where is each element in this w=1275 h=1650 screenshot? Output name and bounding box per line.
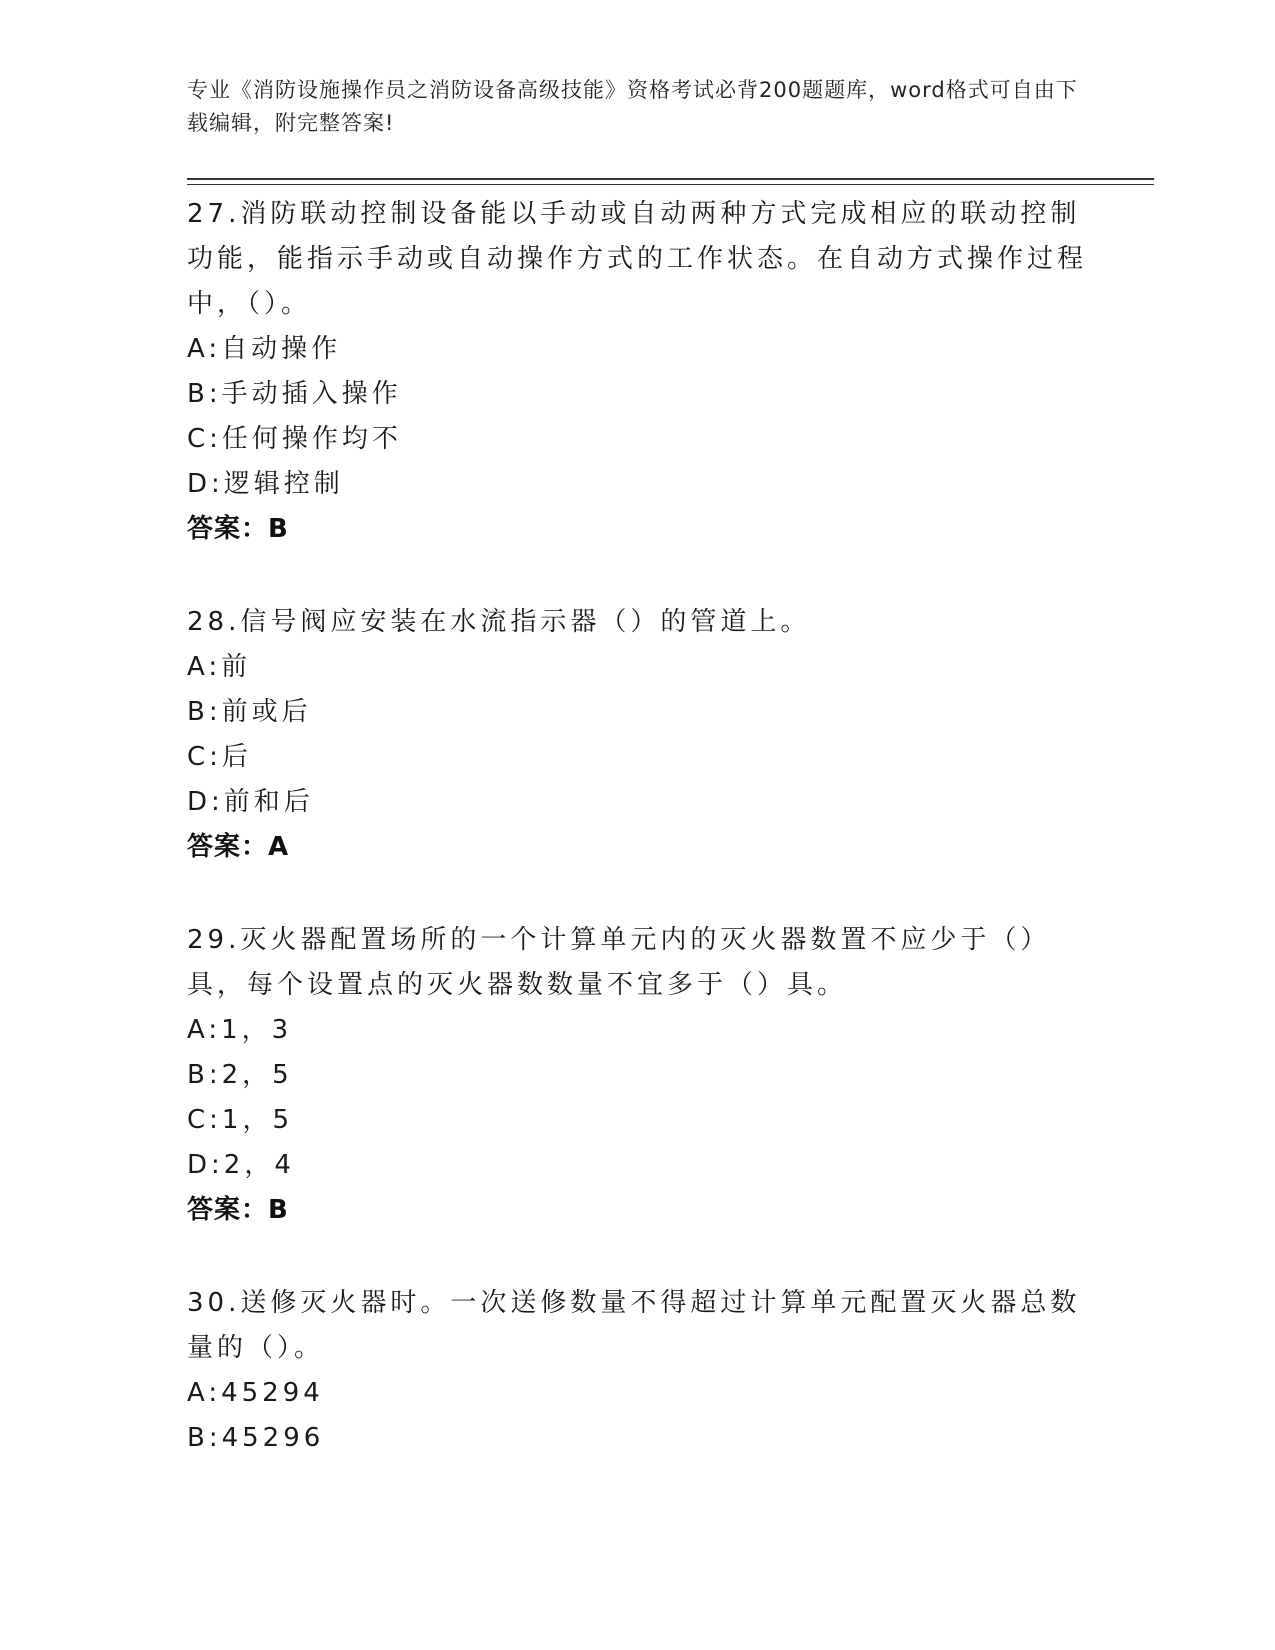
option-d: D:2，4 — [187, 1150, 295, 1180]
question-28 — [187, 600, 1087, 870]
answer-line: 答案：B — [187, 1195, 289, 1225]
option-b: B:45296 — [187, 1423, 325, 1453]
option-b: B:前或后 — [187, 697, 312, 727]
answer-line: 答案：B — [187, 514, 289, 544]
option-c: C:后 — [187, 742, 252, 772]
option-a: A:前 — [187, 652, 252, 682]
question-list — [187, 192, 1087, 1509]
option-list — [187, 1008, 1087, 1188]
document-header: 专业《消防设施操作员之消防设备高级技能》资格考试必背200题题库，word格式可自由下载编辑，附完整答案! — [187, 78, 1078, 135]
option-list — [187, 1371, 1087, 1461]
option-c: C:1，5 — [187, 1105, 293, 1135]
option-list — [187, 327, 1087, 507]
option-d: D:前和后 — [187, 787, 314, 817]
option-a: A:1，3 — [187, 1015, 293, 1045]
option-d: D:逻辑控制 — [187, 469, 344, 499]
question-29 — [187, 918, 1087, 1233]
answer-line: 答案：A — [187, 832, 290, 862]
question-stem: 30.送修灭火器时。一次送修数量不得超过计算单元配置灭火器总数量的（）。 — [187, 1288, 1081, 1363]
option-list — [187, 645, 1087, 825]
option-b: B:2，5 — [187, 1060, 293, 1090]
option-c: C:任何操作均不 — [187, 424, 402, 454]
header-divider — [187, 178, 1154, 185]
question-stem: 29.灭火器配置场所的一个计算单元内的灭火器数置不应少于（）具，每个设置点的灭火器数数量不宜多于（）具。 — [187, 925, 1051, 1000]
question-stem: 28.信号阀应安装在水流指示器（）的管道上。 — [187, 607, 811, 637]
question-30 — [187, 1281, 1087, 1461]
option-a: A:45294 — [187, 1378, 324, 1408]
option-a: A:自动操作 — [187, 334, 342, 364]
option-b: B:手动插入操作 — [187, 379, 402, 409]
question-27 — [187, 192, 1087, 552]
question-stem: 27.消防联动控制设备能以手动或自动两种方式完成相应的联动控制功能，能指示手动或自动操作方式的工作状态。在自动方式操作过程中，（）。 — [187, 199, 1088, 319]
